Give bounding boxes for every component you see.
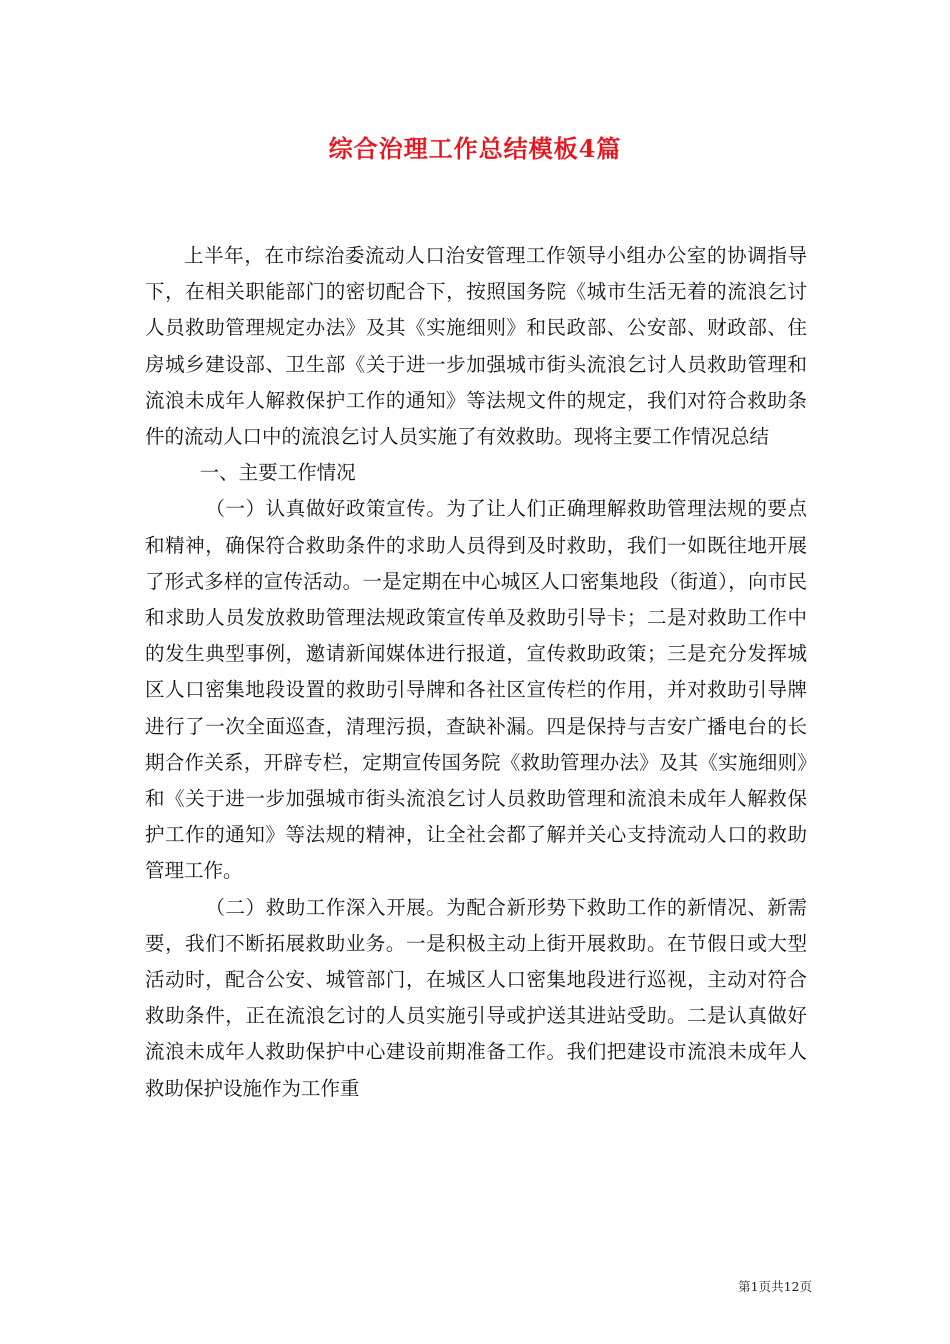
- paragraph-intro: 上半年，在市综治委流动人口治安管理工作领导小组办公室的协调指导下，在相关职能部门的密切配合下，按照国务院《城市生活无着的流浪乞讨人员救助管理规定办法》及其《实施细则》和民政部、公安部、财政部、住房城乡建设部、卫生部《关于进一步加强城市街头流浪乞讨人员救助管理和流浪未成年人解救保护工作的通知》等法规文件的规定，我们对符合救助条件的流动人口中的流浪乞讨人员实施了有效救助。现将主要工作情况总结: [145, 244, 807, 449]
- document-body: [145, 238, 807, 1107]
- paragraph-relief-work: （二）救助工作深入开展。为配合新形势下救助工作的新情况、新需要，我们不断拓展救助业务。一是积极主动上街开展救助。在节假日或大型活动时，配合公安、城管部门，在城区人口密集地段进行巡视，主动对符合救助条件，正在流浪乞讨的人员实施引导或护送其进站受助。二是认真做好流浪未成年人救助保护中心建设前期准备工作。我们把建设市流浪未成年人救助保护设施作为工作重: [145, 895, 807, 1100]
- section-heading: 一、主要工作情况: [199, 461, 356, 485]
- document-title: 综合治理工作总结模板4篇: [328, 134, 622, 163]
- paragraph-policy-publicity: （一）认真做好政策宣传。为了让人们正确理解救助管理法规的要点和精神，确保符合救助条件的求助人员得到及时救助，我们一如既往地开展了形式多样的宣传活动。一是定期在中心城区人口密集地段（街道），向市民和求助人员发放救助管理法规政策宣传单及救助引导卡；二是对救助工作中的发生典型事例，邀请新闻媒体进行报道，宣传救助政策；三是充分发挥城区人口密集地段设置的救助引导牌和各社区宣传栏的作用，并对救助引导牌进行了一次全面巡查，清理污损，查缺补漏。四是保持与吉安广播电台的长期合作关系，开辟专栏，定期宣传国务院《救助管理办法》及其《实施细则》和《关于进一步加强城市街头流浪乞讨人员救助管理和流浪未成年人解救保护工作的通知》等法规的精神，让全社会都了解并关心支持流动人口的救助管理工作。: [145, 497, 807, 883]
- page-number-footer: 第1页共12页: [738, 1279, 812, 1294]
